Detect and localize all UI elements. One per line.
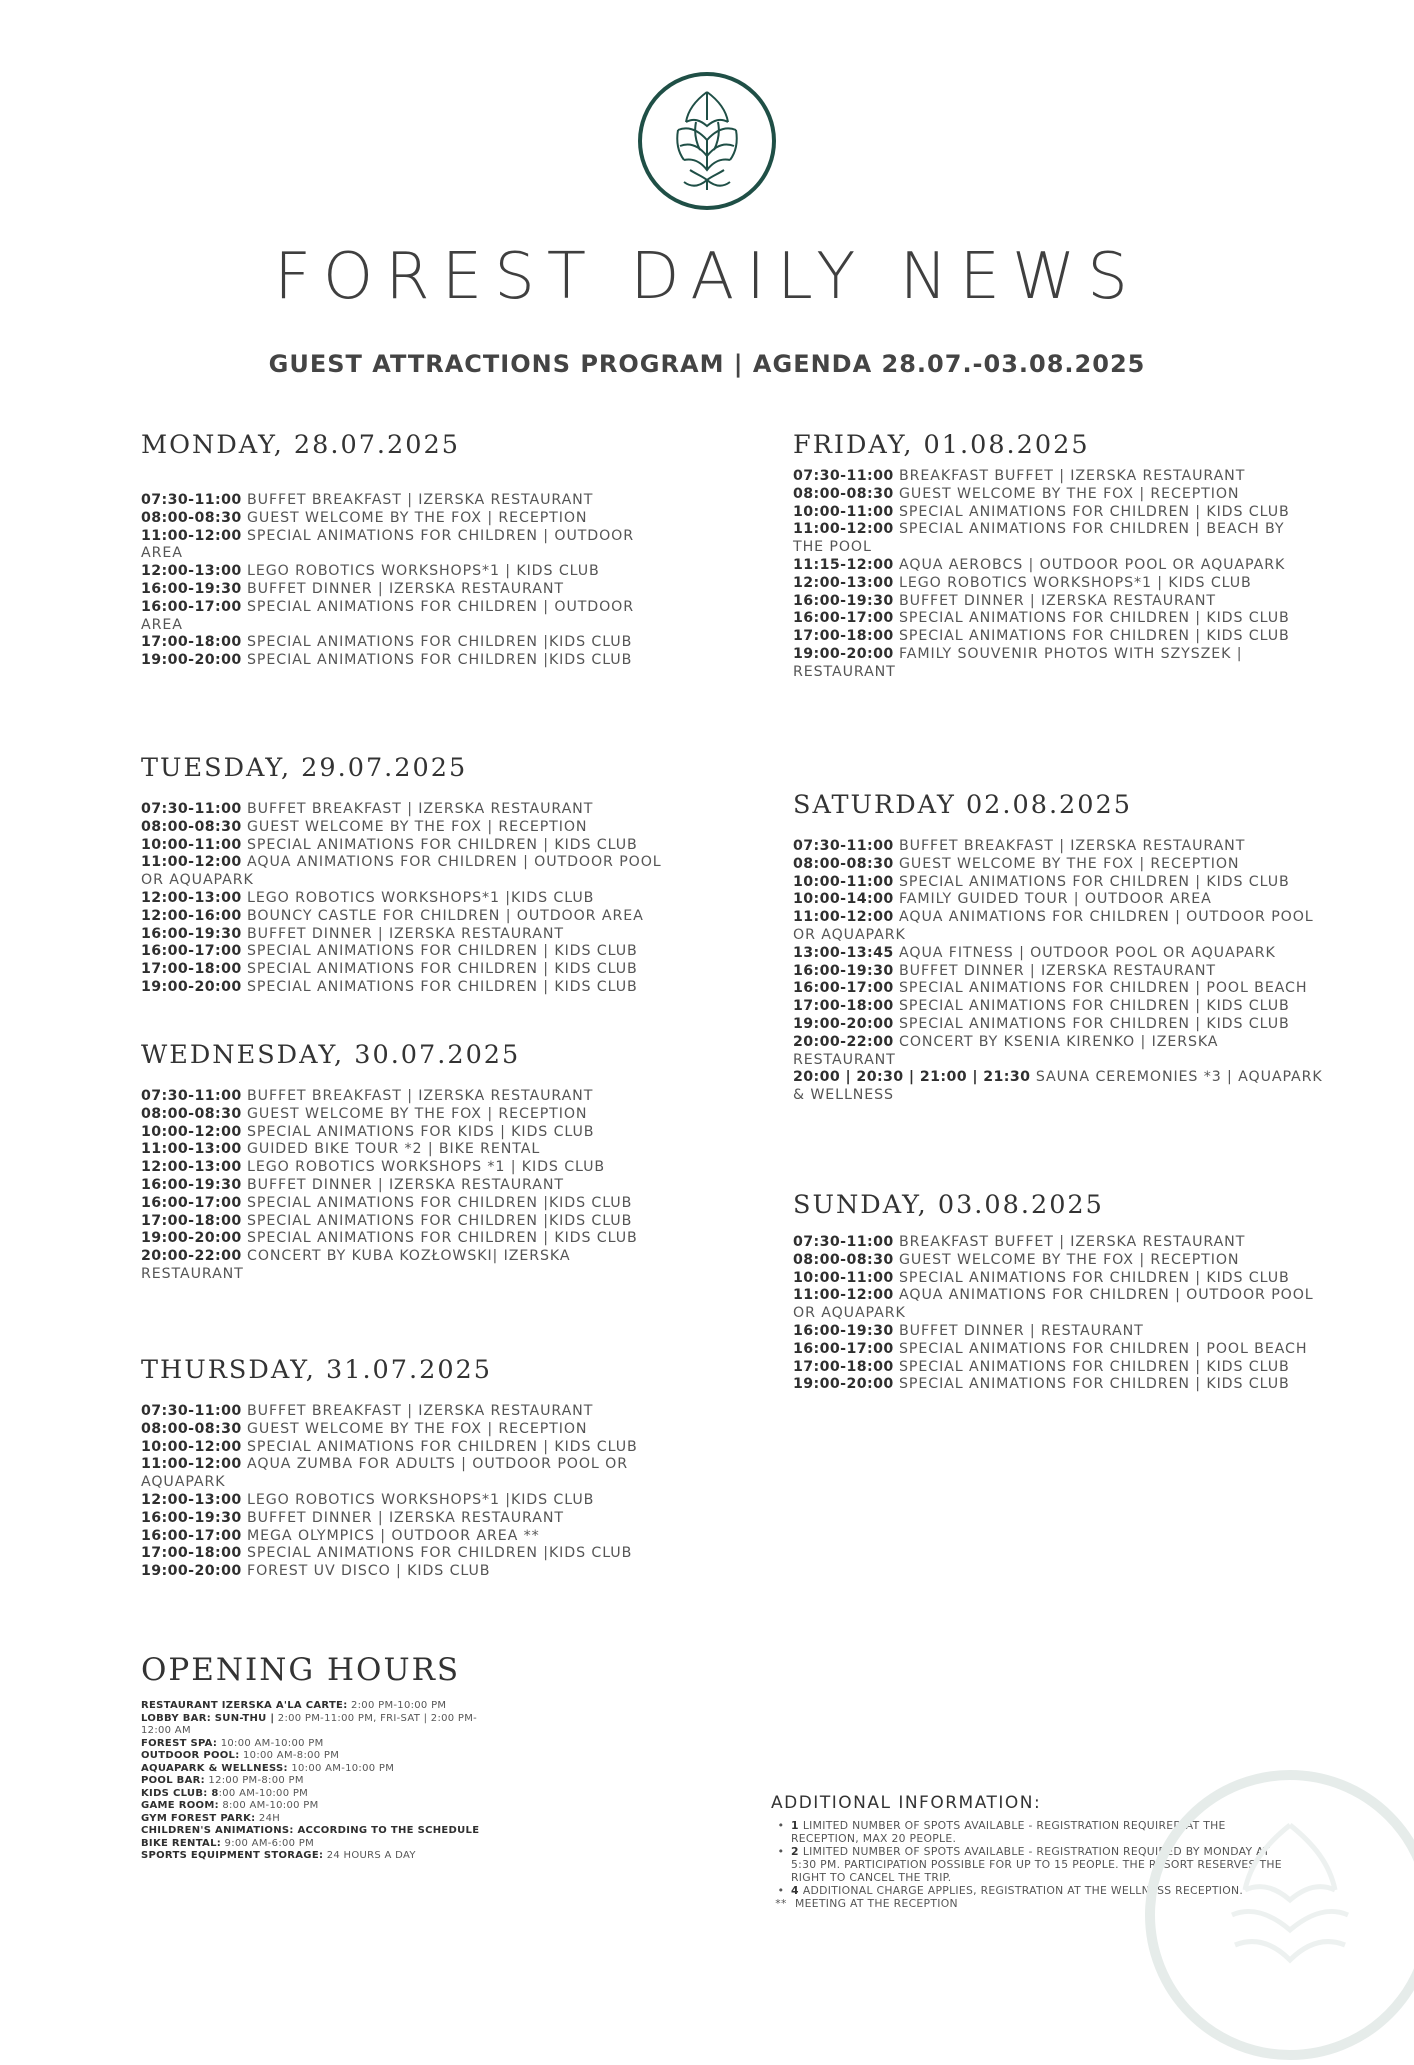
event-time: 12:00-13:00 xyxy=(141,1159,242,1176)
event-text: SPECIAL ANIMATIONS FOR CHILDREN | KIDS CLUB xyxy=(247,978,638,995)
opening-hours-value: 9:00 AM-6:00 PM xyxy=(221,1837,315,1849)
opening-hours-value: 8:00 AM-10:00 PM xyxy=(218,1800,319,1811)
event-text: BUFFET DINNER | IZERSKA RESTAURANT xyxy=(899,962,1216,979)
event-text: AQUA AEROBCS | OUTDOOR POOL OR AQUAPARK xyxy=(899,556,1286,573)
opening-hours-item xyxy=(141,1813,491,1826)
event-item xyxy=(141,961,681,979)
event-list xyxy=(141,1088,661,1284)
event-item xyxy=(141,926,681,944)
event-time: 11:00-12:00 xyxy=(793,1287,894,1304)
event-time: 20:00-22:00 xyxy=(141,1248,242,1265)
event-time: 12:00-13:00 xyxy=(793,574,894,591)
event-item xyxy=(141,599,661,635)
event-time: 16:00-19:30 xyxy=(793,1322,894,1339)
event-item xyxy=(793,1376,1323,1394)
event-item xyxy=(793,945,1323,963)
event-item xyxy=(793,610,1313,628)
event-text: FOREST UV DISCO | KIDS CLUB xyxy=(247,1563,491,1580)
event-time: 16:00-19:30 xyxy=(793,592,894,609)
event-time: 17:00-18:00 xyxy=(793,628,894,645)
opening-hours-value: 10:00 AM-8:00 PM xyxy=(239,1750,340,1761)
footnote-text: MEETING AT THE RECEPTION xyxy=(795,1897,958,1910)
day-section-saturday xyxy=(793,790,1323,1105)
event-item xyxy=(141,510,661,528)
event-text: SPECIAL ANIMATIONS FOR CHILDREN | KIDS CLUB xyxy=(899,503,1290,520)
event-text: SPECIAL ANIMATIONS FOR CHILDREN | KIDS CLUB xyxy=(247,1230,638,1247)
event-item xyxy=(141,1545,661,1563)
opening-hours-item xyxy=(141,1713,491,1738)
day-heading: MONDAY, 28.07.2025 xyxy=(141,430,460,460)
event-item xyxy=(141,1088,661,1106)
day-heading: THURSDAY, 31.07.2025 xyxy=(141,1355,492,1385)
opening-hours-item xyxy=(141,1800,491,1813)
event-time: 11:00-12:00 xyxy=(793,521,894,538)
opening-hours-label: GYM FOREST PARK: xyxy=(141,1812,256,1824)
day-heading: FRIDAY, 01.08.2025 xyxy=(793,430,1090,460)
event-item xyxy=(141,1439,661,1457)
opening-hours-item xyxy=(141,1825,491,1838)
event-time: 19:00-20:00 xyxy=(793,1015,894,1032)
event-time: 16:00-19:30 xyxy=(141,925,242,942)
event-time: 10:00-12:00 xyxy=(141,1438,242,1455)
event-item xyxy=(793,1016,1323,1034)
event-time: 08:00-08:30 xyxy=(793,485,894,502)
event-text: SPECIAL ANIMATIONS FOR CHILDREN | KIDS CLUB xyxy=(247,836,638,853)
event-text: BUFFET BREAKFAST | IZERSKA RESTAURANT xyxy=(247,1403,594,1419)
event-text: BUFFET BREAKFAST | IZERSKA RESTAURANT xyxy=(247,1088,594,1104)
event-text: BUFFET DINNER | IZERSKA RESTAURANT xyxy=(899,592,1216,609)
event-item xyxy=(141,652,661,670)
event-time: 11:00-12:00 xyxy=(793,909,894,926)
day-section-friday xyxy=(793,430,1313,682)
event-item xyxy=(793,468,1313,486)
page-subtitle: GUEST ATTRACTIONS PROGRAM | AGENDA 28.07.-03.08.2025 xyxy=(268,350,1146,378)
event-item xyxy=(141,1106,661,1124)
day-heading: WEDNESDAY, 30.07.2025 xyxy=(141,1040,521,1070)
opening-hours-label: BIKE RENTAL: xyxy=(141,1837,222,1849)
event-time: 07:30-11:00 xyxy=(141,1088,242,1104)
event-time: 16:00-19:30 xyxy=(793,962,894,979)
event-text: BUFFET DINNER | IZERSKA RESTAURANT xyxy=(247,1176,564,1193)
event-list xyxy=(793,838,1323,1105)
event-text: SAUNA CEREMONIES *3 | AQUAPARK & WELLNESS xyxy=(793,1069,1323,1104)
event-text: SPECIAL ANIMATIONS FOR CHILDREN | KIDS CLUB xyxy=(899,1015,1290,1032)
additional-info-heading: ADDITIONAL INFORMATION: xyxy=(771,1793,1042,1813)
event-item xyxy=(793,593,1313,611)
event-text: SPECIAL ANIMATIONS FOR CHILDREN | KIDS CLUB xyxy=(899,998,1290,1015)
opening-hours-value: 2:00 PM-11:00 PM, FRI-SAT | 2:00 PM-12:00 AM xyxy=(141,1712,478,1736)
event-time: 17:00-18:00 xyxy=(141,961,242,978)
event-time: 07:30-11:00 xyxy=(141,1403,242,1419)
event-time: 17:00-18:00 xyxy=(141,1545,242,1562)
event-text: SPECIAL ANIMATIONS FOR CHILDREN | KIDS CLUB xyxy=(247,961,638,978)
event-text: SPECIAL ANIMATIONS FOR CHILDREN | POOL BEACH xyxy=(899,1340,1308,1357)
event-item xyxy=(793,1287,1323,1323)
opening-hours-label: POOL BAR: xyxy=(141,1775,205,1786)
opening-hours-value: 12:00 PM-8:00 PM xyxy=(204,1775,304,1786)
event-item xyxy=(793,963,1323,981)
event-time: 17:00-18:00 xyxy=(793,998,894,1015)
event-text: SPECIAL ANIMATIONS FOR CHILDREN | KIDS CLUB xyxy=(899,610,1290,627)
event-text: BUFFET DINNER | IZERSKA RESTAURANT xyxy=(247,1509,564,1526)
event-item xyxy=(141,1230,661,1248)
event-item xyxy=(141,581,661,599)
event-text: SPECIAL ANIMATIONS FOR CHILDREN | KIDS CLUB xyxy=(899,1269,1290,1286)
event-item xyxy=(793,1069,1323,1105)
page-title: FOREST DAILY NEWS xyxy=(274,240,1140,314)
event-time: 16:00-19:30 xyxy=(141,1509,242,1526)
event-text: BUFFET BREAKFAST | IZERSKA RESTAURANT xyxy=(247,801,594,817)
event-item xyxy=(141,1159,661,1177)
event-item xyxy=(141,528,661,564)
event-text: BUFFET DINNER | IZERSKA RESTAURANT xyxy=(247,925,564,942)
opening-hours-heading: OPENING HOURS xyxy=(141,1652,461,1688)
event-item xyxy=(141,908,681,926)
footnote-number: 4 xyxy=(791,1884,799,1897)
event-text: GUEST WELCOME BY THE FOX | RECEPTION xyxy=(899,485,1240,502)
event-time: 16:00-17:00 xyxy=(141,1527,242,1544)
event-time: 07:30-11:00 xyxy=(793,838,894,854)
event-time: 08:00-08:30 xyxy=(141,1105,242,1122)
event-item xyxy=(793,1359,1323,1377)
event-time: 16:00-17:00 xyxy=(141,1194,242,1211)
event-item xyxy=(793,575,1313,593)
event-text: BOUNCY CASTLE FOR CHILDREN | OUTDOOR AREA xyxy=(247,907,644,924)
bullet-marker: • xyxy=(777,1819,785,1832)
event-text: SPECIAL ANIMATIONS FOR CHILDREN | KIDS CLUB xyxy=(899,1358,1290,1375)
event-time: 08:00-08:30 xyxy=(793,855,894,872)
day-heading: TUESDAY, 29.07.2025 xyxy=(141,753,468,783)
bullet-marker: • xyxy=(777,1845,785,1858)
event-time: 07:30-11:00 xyxy=(793,468,894,484)
event-text: SPECIAL ANIMATIONS FOR CHILDREN | OUTDOOR AREA xyxy=(141,527,635,562)
event-text: SPECIAL ANIMATIONS FOR CHILDREN |KIDS CLUB xyxy=(247,1194,633,1211)
event-time: 17:00-18:00 xyxy=(793,1358,894,1375)
event-text: MEGA OLYMPICS | OUTDOOR AREA ** xyxy=(247,1527,540,1544)
footnote-text: ADDITIONAL CHARGE APPLIES, REGISTRATION AT THE WELLNESS RECEPTION. xyxy=(802,1884,1244,1897)
event-item xyxy=(793,646,1313,682)
event-time: 07:30-11:00 xyxy=(141,492,242,508)
day-section-thursday xyxy=(141,1355,661,1581)
event-item xyxy=(793,856,1323,874)
event-item xyxy=(793,1341,1323,1359)
opening-hours-item xyxy=(141,1700,491,1713)
event-text: BUFFET DINNER | RESTAURANT xyxy=(899,1322,1144,1339)
event-time: 16:00-17:00 xyxy=(793,1340,894,1357)
event-text: SPECIAL ANIMATIONS FOR CHILDREN | KIDS CLUB xyxy=(899,628,1290,645)
opening-hours-label: GAME ROOM: xyxy=(141,1800,219,1811)
event-item xyxy=(141,1563,661,1581)
event-text: LEGO ROBOTICS WORKSHOPS *1 | KIDS CLUB xyxy=(247,1159,606,1176)
opening-hours-item xyxy=(141,1738,491,1751)
event-time: 10:00-11:00 xyxy=(793,1269,894,1286)
bullet-marker: • xyxy=(777,1884,785,1897)
event-time: 20:00 | 20:30 | 21:00 | 21:30 xyxy=(793,1069,1031,1086)
event-item xyxy=(141,1528,661,1546)
event-item xyxy=(793,891,1323,909)
event-time: 12:00-13:00 xyxy=(141,889,242,906)
event-text: GUIDED BIKE TOUR *2 | BIKE RENTAL xyxy=(247,1141,541,1158)
event-text: LEGO ROBOTICS WORKSHOPS*1 | KIDS CLUB xyxy=(247,563,600,580)
event-text: AQUA ANIMATIONS FOR CHILDREN | OUTDOOR POOL OR AQUAPARK xyxy=(793,909,1314,943)
event-item xyxy=(141,1403,661,1421)
opening-hours-item xyxy=(141,1838,491,1851)
event-item xyxy=(793,1252,1323,1270)
event-item xyxy=(141,943,681,961)
event-text: SPECIAL ANIMATIONS FOR CHILDREN |KIDS CLUB xyxy=(247,652,633,669)
event-time: 19:00-20:00 xyxy=(793,645,894,662)
event-list xyxy=(141,492,661,670)
event-item xyxy=(141,1213,661,1231)
event-text: LEGO ROBOTICS WORKSHOPS*1 |KIDS CLUB xyxy=(247,889,595,906)
event-time: 20:00-22:00 xyxy=(793,1033,894,1050)
event-time: 16:00-19:30 xyxy=(141,580,242,597)
event-text: GUEST WELCOME BY THE FOX | RECEPTION xyxy=(899,1251,1240,1268)
footnote-number: 1 xyxy=(791,1819,799,1832)
opening-hours-label: SPORTS EQUIPMENT STORAGE: xyxy=(141,1850,324,1861)
event-item xyxy=(141,1492,661,1510)
event-text: SPECIAL ANIMATIONS FOR CHILDREN | KIDS CLUB xyxy=(247,943,638,960)
bullet-marker: ** xyxy=(775,1897,787,1910)
event-item xyxy=(793,838,1323,856)
event-item xyxy=(141,1248,661,1284)
opening-hours-label: LOBBY BAR: SUN-THU | xyxy=(141,1712,275,1724)
opening-hours-label: RESTAURANT IZERSKA A'LA CARTE: xyxy=(141,1700,348,1711)
opening-hours-section xyxy=(141,1652,491,1863)
event-time: 11:00-12:00 xyxy=(141,1456,242,1473)
opening-hours-label: FOREST SPA: xyxy=(141,1737,218,1749)
opening-hours-item xyxy=(141,1775,491,1788)
event-time: 16:00-17:00 xyxy=(793,980,894,997)
event-item xyxy=(141,1177,661,1195)
event-time: 10:00-11:00 xyxy=(793,503,894,520)
opening-hours-label: OUTDOOR POOL: xyxy=(141,1750,240,1761)
event-item xyxy=(141,1510,661,1528)
event-item xyxy=(141,854,681,890)
event-text: BUFFET DINNER | IZERSKA RESTAURANT xyxy=(247,580,564,597)
event-item xyxy=(793,486,1313,504)
event-time: 11:00-13:00 xyxy=(141,1141,242,1158)
event-item xyxy=(141,1421,661,1439)
event-text: AQUA ANIMATIONS FOR CHILDREN | OUTDOOR POOL OR AQUAPARK xyxy=(141,854,662,889)
event-time: 08:00-08:30 xyxy=(141,509,242,526)
opening-hours-value: 10:00 AM-10:00 PM xyxy=(217,1737,324,1749)
event-text: SPECIAL ANIMATIONS FOR CHILDREN | POOL BEACH xyxy=(899,980,1308,997)
opening-hours-list xyxy=(141,1700,491,1863)
footnote-number: 2 xyxy=(791,1845,799,1858)
event-item xyxy=(793,504,1313,522)
event-text: FAMILY GUIDED TOUR | OUTDOOR AREA xyxy=(899,891,1212,908)
event-text: GUEST WELCOME BY THE FOX | RECEPTION xyxy=(899,855,1240,872)
event-item xyxy=(141,1124,661,1142)
event-text: AQUA FITNESS | OUTDOOR POOL OR AQUAPARK xyxy=(899,944,1276,961)
event-text: SPECIAL ANIMATIONS FOR CHILDREN | KIDS CLUB xyxy=(247,1438,638,1455)
footnote-text: LIMITED NUMBER OF SPOTS AVAILABLE - REGISTRATION REQUIRED BY MONDAY AT 5:30 PM. PARTICIPATION POSSIBLE FOR UP TO 15 PEOPLE. THE RESORT RESERVES THE RIGHT TO CANCEL THE TRIP. xyxy=(791,1845,1282,1884)
event-time: 19:00-20:00 xyxy=(141,978,242,995)
event-time: 10:00-11:00 xyxy=(793,873,894,890)
event-item xyxy=(141,801,681,819)
event-time: 11:15-12:00 xyxy=(793,556,894,573)
day-section-wednesday xyxy=(141,1040,661,1284)
pine-cone-logo xyxy=(636,70,778,212)
event-time: 07:30-11:00 xyxy=(793,1234,894,1250)
event-time: 10:00-11:00 xyxy=(141,836,242,853)
event-text: LEGO ROBOTICS WORKSHOPS*1 | KIDS CLUB xyxy=(899,574,1252,591)
event-list xyxy=(793,1234,1323,1394)
event-item xyxy=(793,998,1323,1016)
event-text: GUEST WELCOME BY THE FOX | RECEPTION xyxy=(247,1420,588,1437)
event-item xyxy=(141,1141,661,1159)
event-time: 08:00-08:30 xyxy=(141,818,242,835)
day-section-monday xyxy=(141,430,661,670)
pine-cone-watermark-icon xyxy=(1140,1765,1414,2065)
event-time: 17:00-18:00 xyxy=(141,1212,242,1229)
event-text: GUEST WELCOME BY THE FOX | RECEPTION xyxy=(247,1105,588,1122)
event-list xyxy=(793,468,1313,682)
day-section-tuesday xyxy=(141,753,681,997)
opening-hours-value: 10:00 AM-10:00 PM xyxy=(287,1762,395,1774)
event-item xyxy=(793,1270,1323,1288)
event-time: 08:00-08:30 xyxy=(141,1420,242,1437)
event-item xyxy=(793,1323,1323,1341)
event-item xyxy=(141,1456,661,1492)
event-item xyxy=(793,909,1323,945)
event-item xyxy=(793,557,1313,575)
event-item xyxy=(141,563,661,581)
event-item xyxy=(793,521,1313,557)
event-item xyxy=(793,628,1313,646)
opening-hours-label: AQUAPARK & WELLNESS: xyxy=(141,1762,288,1774)
event-item xyxy=(793,1034,1323,1070)
opening-hours-item xyxy=(141,1850,491,1863)
event-text: SPECIAL ANIMATIONS FOR CHILDREN | KIDS CLUB xyxy=(899,1376,1290,1393)
event-item xyxy=(141,492,661,510)
event-text: BUFFET BREAKFAST | IZERSKA RESTAURANT xyxy=(899,838,1246,854)
event-time: 17:00-18:00 xyxy=(141,634,242,651)
event-text: FAMILY SOUVENIR PHOTOS WITH SZYSZEK | RESTAURANT xyxy=(793,645,1243,680)
event-time: 11:00-12:00 xyxy=(141,527,242,544)
event-list xyxy=(141,801,681,997)
event-time: 16:00-17:00 xyxy=(141,943,242,960)
event-text: BUFFET BREAKFAST | IZERSKA RESTAURANT xyxy=(247,492,594,508)
event-text: GUEST WELCOME BY THE FOX | RECEPTION xyxy=(247,818,588,835)
event-time: 16:00-17:00 xyxy=(141,598,242,615)
event-text: AQUA ZUMBA FOR ADULTS | OUTDOOR POOL OR AQUAPARK xyxy=(141,1456,628,1491)
footnote-text: LIMITED NUMBER OF SPOTS AVAILABLE - REGISTRATION REQUIRED AT THE RECEPTION, MAX 20 PEOPLE. xyxy=(791,1819,1226,1845)
opening-hours-item xyxy=(141,1763,491,1776)
event-time: 12:00-13:00 xyxy=(141,1491,242,1508)
opening-hours-value: 24 HOURS A DAY xyxy=(323,1850,416,1861)
event-text: SPECIAL ANIMATIONS FOR CHILDREN |KIDS CLUB xyxy=(247,634,633,651)
event-item xyxy=(141,890,681,908)
event-time: 19:00-20:00 xyxy=(141,652,242,669)
event-time: 10:00-12:00 xyxy=(141,1123,242,1140)
event-time: 12:00-13:00 xyxy=(141,563,242,580)
event-time: 11:00-12:00 xyxy=(141,854,242,871)
additional-info-body xyxy=(791,1897,958,1910)
event-time: 19:00-20:00 xyxy=(141,1230,242,1247)
event-text: SPECIAL ANIMATIONS FOR CHILDREN | OUTDOOR AREA xyxy=(141,598,635,633)
event-text: AQUA ANIMATIONS FOR CHILDREN | OUTDOOR POOL OR AQUAPARK xyxy=(793,1287,1314,1322)
event-time: 07:30-11:00 xyxy=(141,801,242,817)
event-time: 19:00-20:00 xyxy=(793,1376,894,1393)
event-item xyxy=(141,1195,661,1213)
day-heading: SUNDAY, 03.08.2025 xyxy=(793,1190,1104,1220)
day-section-sunday xyxy=(793,1190,1323,1394)
event-time: 10:00-14:00 xyxy=(793,891,894,908)
event-time: 12:00-16:00 xyxy=(141,907,242,924)
event-text: LEGO ROBOTICS WORKSHOPS*1 |KIDS CLUB xyxy=(247,1491,595,1508)
event-time: 16:00-19:30 xyxy=(141,1176,242,1193)
event-list xyxy=(141,1403,661,1581)
event-time: 16:00-17:00 xyxy=(793,610,894,627)
event-item xyxy=(793,1234,1323,1252)
opening-hours-item xyxy=(141,1750,491,1763)
event-text: SPECIAL ANIMATIONS FOR CHILDREN |KIDS CLUB xyxy=(247,1212,633,1229)
event-text: BREAKFAST BUFFET | IZERSKA RESTAURANT xyxy=(899,1234,1246,1250)
event-item xyxy=(141,979,681,997)
event-time: 13:00-13:45 xyxy=(793,944,894,961)
opening-hours-value: :00 AM-10:00 PM xyxy=(218,1787,309,1799)
event-text: CONCERT BY KUBA KOZŁOWSKI| IZERSKA RESTAURANT xyxy=(141,1248,571,1282)
event-item xyxy=(793,874,1323,892)
event-time: 19:00-20:00 xyxy=(141,1563,242,1580)
event-text: GUEST WELCOME BY THE FOX | RECEPTION xyxy=(247,509,588,526)
event-text: CONCERT BY KSENIA KIRENKO | IZERSKA RESTAURANT xyxy=(793,1033,1219,1068)
event-item xyxy=(793,980,1323,998)
event-time: 08:00-08:30 xyxy=(793,1251,894,1268)
event-text: SPECIAL ANIMATIONS FOR CHILDREN | KIDS CLUB xyxy=(899,873,1290,890)
event-text: SPECIAL ANIMATIONS FOR CHILDREN |KIDS CLUB xyxy=(247,1545,633,1562)
event-item xyxy=(141,837,681,855)
opening-hours-item xyxy=(141,1788,491,1801)
event-text: BREAKFAST BUFFET | IZERSKA RESTAURANT xyxy=(899,468,1246,484)
event-text: SPECIAL ANIMATIONS FOR CHILDREN | BEACH BY THE POOL xyxy=(793,521,1285,556)
day-heading: SATURDAY 02.08.2025 xyxy=(793,790,1132,820)
event-text: SPECIAL ANIMATIONS FOR KIDS | KIDS CLUB xyxy=(247,1123,595,1140)
opening-hours-value: 24H xyxy=(255,1812,281,1824)
event-item xyxy=(141,819,681,837)
event-item xyxy=(141,634,661,652)
opening-hours-label: CHILDREN'S ANIMATIONS: ACCORDING TO THE SCHEDULE xyxy=(141,1825,480,1836)
opening-hours-label: KIDS CLUB: 8 xyxy=(141,1787,219,1799)
opening-hours-value: 2:00 PM-10:00 PM xyxy=(347,1700,447,1711)
